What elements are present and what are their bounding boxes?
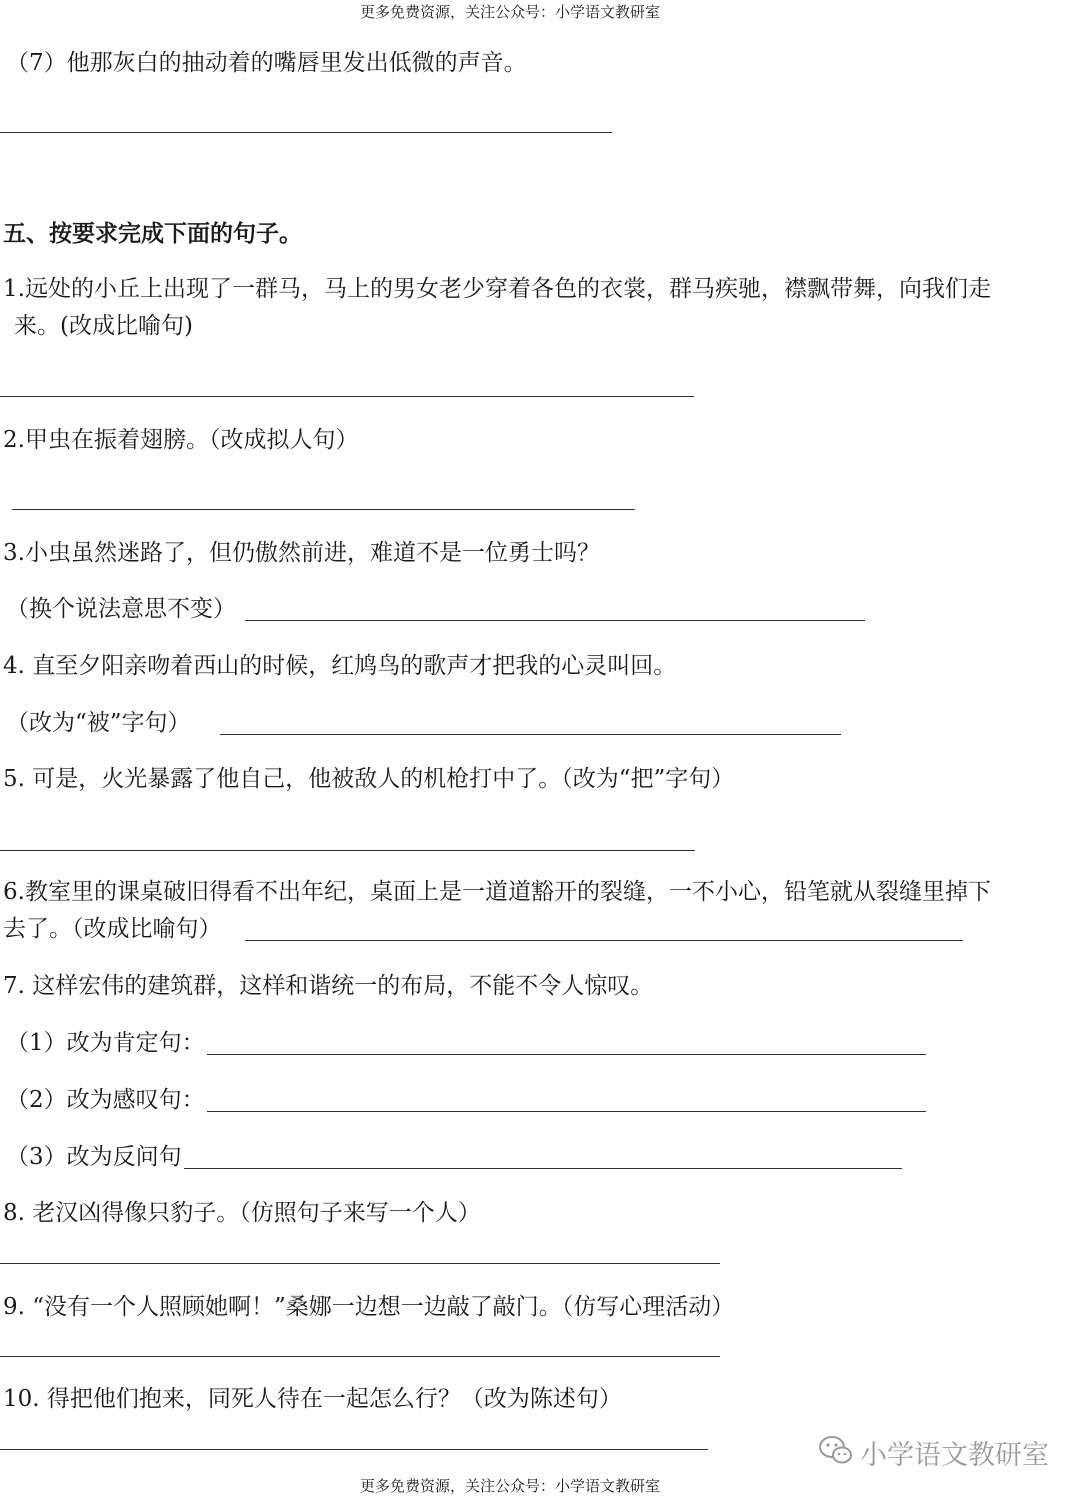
q8-text: 8. 老汉凶得像只豹子。（仿照句子来写一个人）: [3, 1200, 481, 1226]
q2-answer-line: [12, 509, 635, 510]
q7-sub3-answer-line: [184, 1168, 902, 1169]
q7-sub2: （2）改为感叹句：: [6, 1087, 205, 1113]
header-promo: 更多免费资源，关注公众号：小学语文教研室: [359, 3, 660, 21]
q6-line2: 去了。（改成比喻句）: [3, 916, 222, 942]
q8-answer-line: [0, 1263, 720, 1264]
q6-answer-line: [245, 940, 963, 941]
q7-sub1-answer-line: [207, 1054, 926, 1055]
q5-text: 5. 可是，火光暴露了他自己，他被敌人的机枪打中了。（改为“把”字句）: [3, 766, 735, 792]
q7-sub1: （1）改为肯定句：: [6, 1030, 205, 1056]
wechat-icon: [818, 1434, 854, 1470]
q7-sub2-answer-line: [207, 1111, 926, 1112]
q4-text: 4. 直至夕阳亲吻着西山的时候，红鸠鸟的歌声才把我的心灵叫回。: [3, 653, 677, 679]
q7-text: 7. 这样宏伟的建筑群，这样和谐统一的布局，不能不令人惊叹。: [3, 973, 654, 999]
q2-text: 2.甲虫在振着翅膀。（改成拟人句）: [3, 427, 359, 453]
q4-answer-line: [220, 734, 841, 735]
watermark-text: 小学语文教研室: [860, 1439, 1049, 1471]
q7-sub3: （3）改为反问句: [6, 1144, 182, 1170]
q10-text: 10. 得把他们抱来，同死人待在一起怎么行？（改为陈述句）: [3, 1386, 622, 1412]
q10-answer-line: [0, 1449, 708, 1450]
q5-answer-line: [0, 850, 695, 851]
q1-answer-line: [0, 396, 694, 397]
q9-text: 9. “没有一个人照顾她啊！”桑娜一边想一边敲了敲门。（仿写心理活动）: [3, 1294, 735, 1320]
q4-instruction: （改为“被”字句）: [6, 710, 191, 736]
q9-answer-line: [0, 1356, 720, 1357]
q3-text: 3.小虫虽然迷路了，但仍傲然前进，难道不是一位勇士吗？: [3, 540, 600, 566]
q3-instruction: （换个说法意思不变）: [6, 596, 236, 622]
prev-item-7: （7）他那灰白的抽动着的嘴唇里发出低微的声音。: [6, 50, 527, 76]
q1-line1: 1.远处的小丘上出现了一群马，马上的男女老少穿着各色的衣裳，群马疾驰，襟飘带舞，向我们走: [3, 276, 991, 302]
section-title: 五、按要求完成下面的句子。: [3, 221, 302, 247]
footer-promo: 更多免费资源，关注公众号：小学语文教研室: [359, 1477, 660, 1495]
q1-line2: 来。(改成比喻句): [14, 313, 193, 339]
q3-answer-line: [245, 620, 865, 621]
watermark: [818, 1432, 1049, 1472]
q6-line1: 6.教室里的课桌破旧得看不出年纪，桌面上是一道道豁开的裂缝，一不小心，铅笔就从裂缝里掉下: [3, 879, 991, 905]
answer-line: [0, 132, 612, 133]
